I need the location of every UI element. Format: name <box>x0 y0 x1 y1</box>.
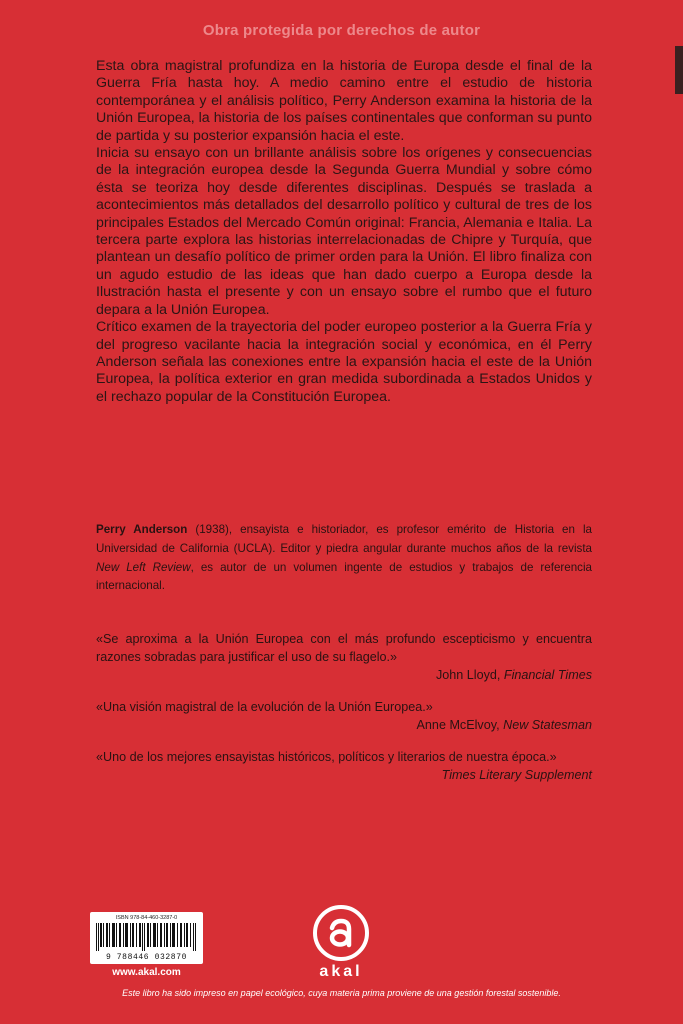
quote-person: Anne McElvoy, <box>416 718 504 732</box>
journal-title: New Left Review <box>96 560 191 574</box>
publisher-website: www.akal.com <box>112 967 181 978</box>
author-bio <box>96 521 592 596</box>
description-paragraph-2: Inicia su ensayo con un brillante análisis sobre los orígenes y consecuencias de la integración europea desde la Segunda Guerra Mundial y sobre cómo ésta se teoriza hoy desde diferentes disciplinas. Después se traslada a acontecimientos más detallados del desarrollo político y cultural de tres de los principales Estados del Mercado Común original: Francia, Alemania e Italia. La tercera parte explora las historias interrelacionadas de Chipre y Turquía, que plantean un desafío político de primer orden para la Unión. El libro finaliza con un agudo estudio de las ideas que han dado cuerpo a Europa desde la Ilustración hasta el presente y con un ensayo sobre el rumbo que el futuro depara a la Unión Europea. <box>96 145 592 318</box>
description-paragraph-3: Crítico examen de la trayectoria del poder europeo posterior a la Guerra Fría y del progreso vacilante hacia la integración social y económica, en él Perry Anderson señala las conexiones entre la expansión hacia el este de la Unión Europea, la política exterior en gran medida subordinada a Estados Unidos y el rechazo popular de la Constitución Europea. <box>96 319 592 405</box>
description-paragraph-1: Esta obra magistral profundiza en la historia de Europa desde el final de la Guerra Fría hasta hoy. A medio camino entre el estudio de historia contemporánea y el análisis político, Perry Anderson examina la historia de la Unión Europea, la historia de los países continentales que conforman su punto de partida y su posterior expansión hacia el este. <box>96 58 592 144</box>
edge-tab <box>675 46 683 94</box>
quote-outlet: New Statesman <box>503 718 592 732</box>
quote-source <box>96 666 592 684</box>
review-quote-2 <box>96 698 592 734</box>
quote-text: «Uno de los mejores ensayistas históricos, políticos y literarios de nuestra época.» <box>96 750 557 764</box>
author-bio-text-1: (1938), ensayista e historiador, es profesor emérito de Historia en la Universidad de California (UCLA). Editor y piedra angular durante muchos años de la revista <box>96 523 592 555</box>
barcode-number: 9 788446 032870 <box>105 953 187 962</box>
quote-outlet: Times Literary Supplement <box>441 768 592 782</box>
akal-logo-icon <box>312 904 370 962</box>
quote-person: John Lloyd, <box>436 668 504 682</box>
review-quote-1 <box>96 630 592 684</box>
barcode-icon <box>96 923 197 951</box>
eco-paper-notice: Este libro ha sido impreso en papel ecológico, cuya materia prima proviene de una gestión forestal sostenible. <box>122 988 561 998</box>
author-name: Perry Anderson <box>96 523 188 536</box>
review-quote-3 <box>96 748 592 784</box>
book-description <box>96 58 592 406</box>
quote-source <box>96 716 592 734</box>
quote-source <box>96 766 592 784</box>
copyright-watermark: Obra protegida por derechos de autor <box>202 22 481 39</box>
isbn-barcode <box>90 912 203 964</box>
isbn-label: ISBN 978-84-460-3287-0 <box>115 915 178 921</box>
author-bio-text-2: , es autor de un volumen ingente de estudios y trabajos de referencia internacional. <box>96 560 592 593</box>
quote-text: «Se aproxima a la Unión Europea con el más profundo escepticismo y encuentra razones sobradas para justificar el uso de su flagelo.» <box>96 632 592 664</box>
quote-outlet: Financial Times <box>503 668 592 682</box>
publisher-logo-text: akal <box>319 963 363 980</box>
quote-text: «Una visión magistral de la evolución de la Unión Europea.» <box>96 700 433 714</box>
